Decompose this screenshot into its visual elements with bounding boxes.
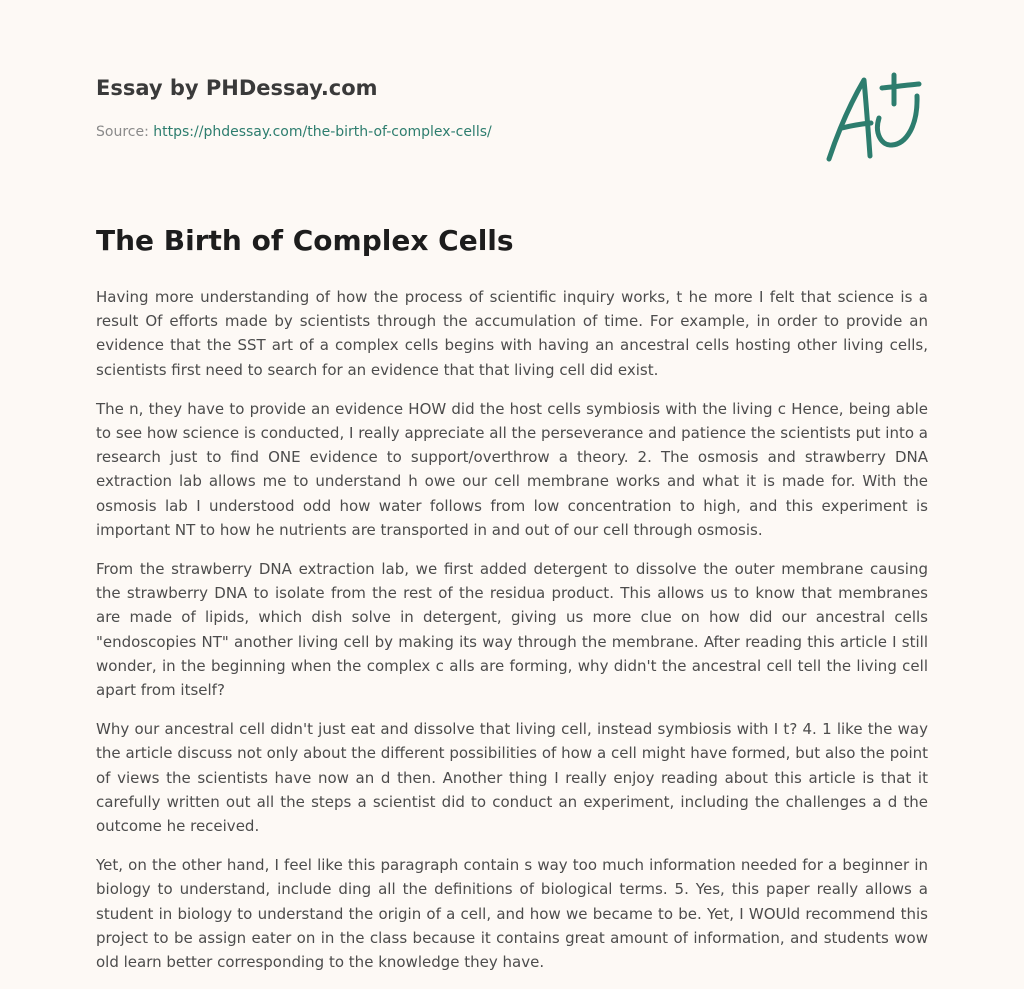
essay-paragraph: Having more understanding of how the process of scientific inquiry works, t he more I felt that science is a result Of efforts made by scientists through the accumulation of time. For example, in order to provide an evidence that the SST art of a complex cells begins with having an ancestral cells hosting other living cells, scientists first need to search for an evidence that that living cell did exist.	[96, 288, 928, 379]
a-plus-logo-icon	[822, 66, 926, 166]
source-line	[96, 124, 492, 140]
essay-paragraph: From the strawberry DNA extraction lab, we first added detergent to dissolve the outer membrane causing the strawberry DNA to isolate from the rest of the residua product. This allows us to know that membranes are made of lipids, which dish solve in detergent, giving us more clue on how did our ancestral cells "endoscopies NT" another living cell by making its way through the membrane. After reading this article I still wonder, in the beginning when the complex c alls are forming, why didn't the ancestral cell tell the living cell apart from itself?	[96, 560, 928, 700]
source-link[interactable]: https://phdessay.com/the-birth-of-complex-cells/	[153, 124, 492, 140]
essay-paragraph: Yet, on the other hand, I feel like this paragraph contain s way too much information needed for a beginner in biology to understand, include ding all the definitions of biological terms. 5. Yes, this paper really allows a student in biology to understand the origin of a cell, and how we became to be. Yet, I WOUld recommend this project to be assign eater on in the class because it contains great amount of information, and students wow old learn better corresponding to the knowledge they have.	[96, 856, 928, 972]
essay-paragraph: Why our ancestral cell didn't just eat and dissolve that living cell, instead symbiosis with I t? 4. 1 like the way the article discuss not only about the different possibilities of how a cell might have formed, but also the point of views the scientists have now an d then. Another thing I really enjoy reading about this article is that it carefully written out all the steps a scientist did to conduct an experiment, including the challenges a d the outcome he received.	[96, 720, 928, 836]
site-title: Essay by PHDessay.com	[96, 76, 378, 100]
source-label: Source:	[96, 124, 154, 140]
essay-title: The Birth of Complex Cells	[96, 224, 514, 257]
essay-paragraph: The n, they have to provide an evidence HOW did the host cells symbiosis with the living c Hence, being able to see how science is conducted, I really appreciate all the perseverance and patience the scientists put into a research just to find ONE evidence to support/overthrow a theory. 2. The osmosis and strawberry DNA extraction lab allows me to understand h owe our cell membrane works and what it is made for. With the osmosis lab I understood odd how water follows from low concentration to high, and this experiment is important NT to how he nutrients are transported in and out of our cell through osmosis.	[96, 399, 928, 539]
essay-body	[96, 285, 928, 989]
